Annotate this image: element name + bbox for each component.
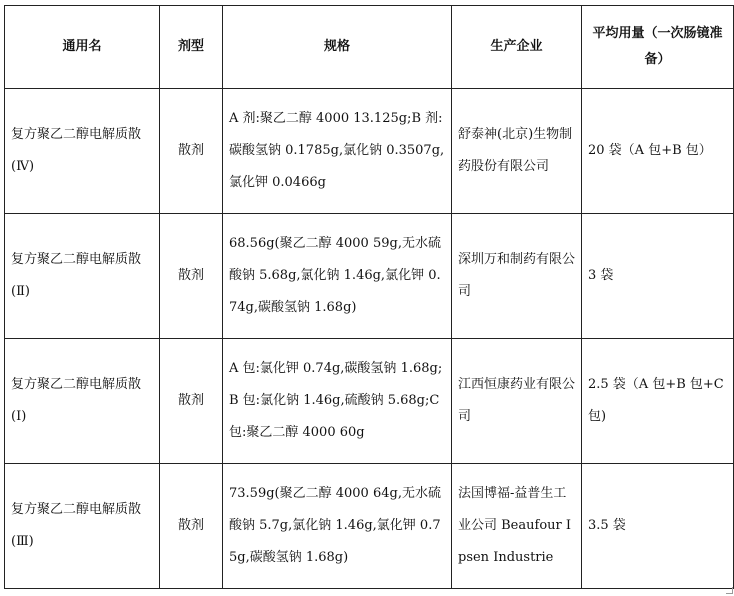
cell-dose: 20 袋（A 包+B 包）: [582, 89, 734, 214]
cell-name: 复方聚乙二醇电解质散(Ⅱ): [5, 214, 160, 339]
cell-form: 散剂: [160, 214, 223, 339]
cell-dose: 2.5 袋（A 包+B 包+C 包): [582, 339, 734, 464]
table-row: [5, 89, 734, 214]
cell-form: 散剂: [160, 464, 223, 589]
header-spec: 规格: [223, 6, 452, 89]
table-row: [5, 464, 734, 589]
header-name: 通用名: [5, 6, 160, 89]
cell-maker: 深圳万和制药有限公司: [452, 214, 582, 339]
page-corner-mark: [726, 587, 733, 594]
cell-name: 复方聚乙二醇电解质散(Ⅲ): [5, 464, 160, 589]
cell-maker: 法国博福-益普生工业公司 Beaufour Ipsen Industrie: [452, 464, 582, 589]
cell-maker: 江西恒康药业有限公司: [452, 339, 582, 464]
cell-form: 散剂: [160, 89, 223, 214]
cell-dose: 3 袋: [582, 214, 734, 339]
cell-spec: A 剂:聚乙二醇 4000 13.125g;B 剂:碳酸氢钠 0.1785g,氯化钠 0.3507g,氯化钾 0.0466g: [223, 89, 452, 214]
drug-table: [4, 5, 734, 589]
header-maker: 生产企业: [452, 6, 582, 89]
header-row: [5, 6, 734, 89]
header-form: 剂型: [160, 6, 223, 89]
cell-name: 复方聚乙二醇电解质散(Ⅳ): [5, 89, 160, 214]
cell-name: 复方聚乙二醇电解质散(Ⅰ): [5, 339, 160, 464]
cell-spec: 73.59g(聚乙二醇 4000 64g,无水硫酸钠 5.7g,氯化钠 1.46g,氯化钾 0.75g,碳酸氢钠 1.68g): [223, 464, 452, 589]
table-row: [5, 214, 734, 339]
cell-dose: 3.5 袋: [582, 464, 734, 589]
table-row: [5, 339, 734, 464]
cell-maker: 舒泰神(北京)生物制药股份有限公司: [452, 89, 582, 214]
cell-spec: 68.56g(聚乙二醇 4000 59g,无水硫酸钠 5.68g,氯化钠 1.46g,氯化钾 0.74g,碳酸氢钠 1.68g): [223, 214, 452, 339]
cell-form: 散剂: [160, 339, 223, 464]
header-dose: 平均用量（一次肠镜准备）: [582, 6, 734, 89]
cell-spec: A 包:氯化钾 0.74g,碳酸氢钠 1.68g;B 包:氯化钠 1.46g,硫酸钠 5.68g;C 包:聚乙二醇 4000 60g: [223, 339, 452, 464]
